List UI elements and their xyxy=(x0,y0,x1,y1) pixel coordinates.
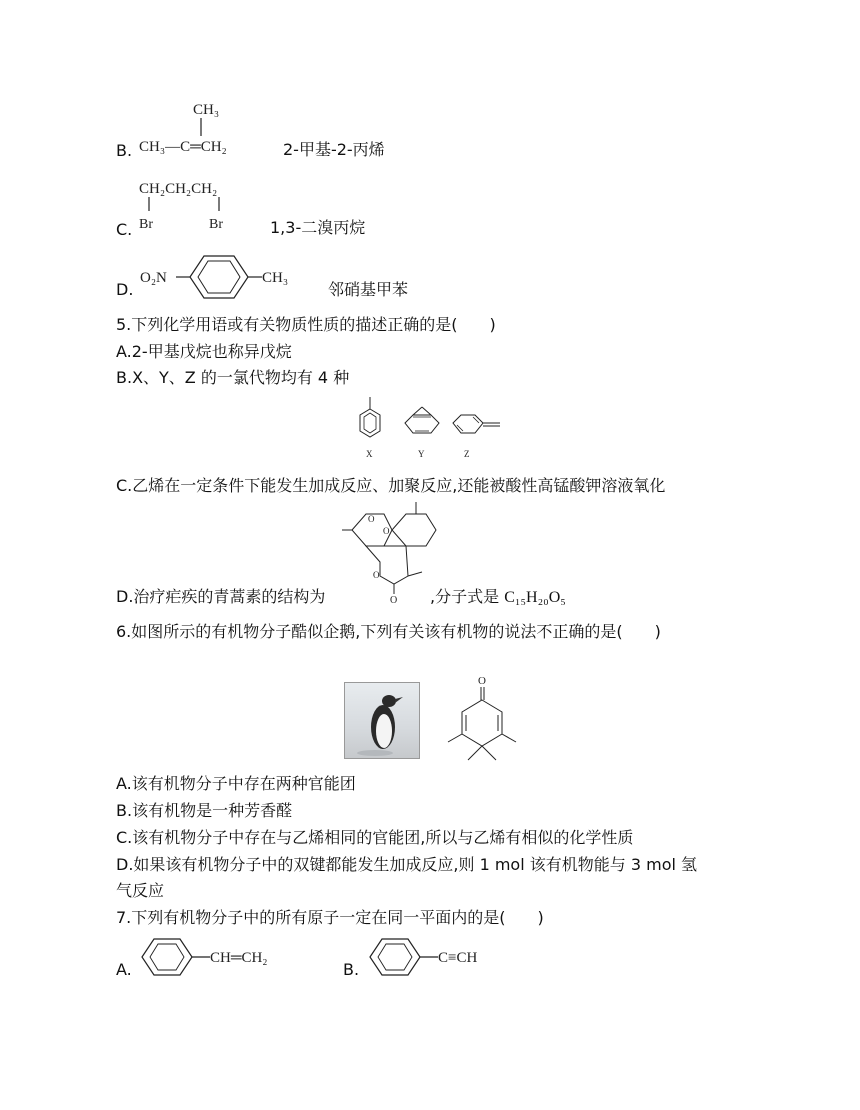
q5-stem: 5.下列化学用语或有关物质性质的描述正确的是( ) xyxy=(116,315,496,334)
nitro-group: O₂N xyxy=(140,270,167,286)
q5-xyz-structures xyxy=(345,395,515,465)
b-main-chain: CH₃—C═CH₂ xyxy=(139,139,227,155)
q7-option-a-letter: A. xyxy=(116,960,132,979)
penguin-photo xyxy=(344,682,420,759)
q6-option-d-line1: D.如果该有机物分子中的双键都能发生加成反应,则 1 mol 该有机物能与 3 mol 氢 xyxy=(116,855,698,874)
q6-option-a: A.该有机物分子中存在两种官能团 xyxy=(116,774,356,793)
q4-option-b-structure xyxy=(135,96,265,160)
q5-option-d-prefix: D.治疗疟疾的青蒿素的结构为 xyxy=(116,587,326,606)
q7-stem: 7.下列有机物分子中的所有原子一定在同一平面内的是( ) xyxy=(116,908,544,927)
q4-option-d-structure xyxy=(138,252,308,302)
z-label: Z xyxy=(464,449,470,459)
q5-option-c: C.乙烯在一定条件下能发生加成反应、加聚反应,还能被酸性高锰酸钾溶液氧化 xyxy=(116,476,666,495)
ketone-o: O xyxy=(478,675,486,687)
q5-option-d-suffix-line xyxy=(430,587,566,608)
x-label: X xyxy=(366,449,373,459)
isophorone-like-structure xyxy=(440,672,530,767)
q4-option-c-letter: C. xyxy=(116,220,133,239)
artemisinin-carbonyl-o: O xyxy=(390,595,398,604)
q6-stem: 6.如图所示的有机物分子酷似企鹅,下列有关该有机物的说法不正确的是( ) xyxy=(116,622,661,641)
br-right: Br xyxy=(209,217,223,232)
q5-option-a: A.2-甲基戊烷也称异戊烷 xyxy=(116,342,292,361)
q4-option-d-name: 邻硝基甲苯 xyxy=(328,280,409,299)
ch3-branch: CH₃ xyxy=(193,102,220,118)
q4-option-d-letter: D. xyxy=(116,280,134,299)
vinyl-group: CH═CH₂ xyxy=(210,950,268,966)
q5-option-d-formula: C₁₅H₂₀O₅ xyxy=(504,589,566,606)
br-left: Br xyxy=(139,217,153,232)
svg-text:O: O xyxy=(383,526,390,536)
q4-option-b-letter: B. xyxy=(116,141,133,160)
styrene-structure xyxy=(138,935,298,979)
q4-option-c-name: 1,3-二溴丙烷 xyxy=(270,218,366,237)
q4-option-c-structure xyxy=(135,175,255,235)
y-label: Y xyxy=(418,449,425,459)
q6-option-c: C.该有机物分子中存在与乙烯相同的官能团,所以与乙烯有相似的化学性质 xyxy=(116,828,634,847)
q5-option-b: B.X、Y、Z 的一氯代物均有 4 种 xyxy=(116,368,350,387)
penguin-icon xyxy=(345,683,419,758)
ch3-methyl: CH₃ xyxy=(262,270,289,286)
svg-text:O: O xyxy=(373,570,380,580)
q6-option-b: B.该有机物是一种芳香醛 xyxy=(116,801,293,820)
phenylacetylene-structure xyxy=(366,935,506,979)
q5-option-d-suffix: ,分子式是 xyxy=(430,587,505,606)
q4-option-b-name: 2-甲基-2-丙烯 xyxy=(283,140,385,159)
c-chain: CH₂CH₂CH₂ xyxy=(139,181,218,197)
q7-option-b-letter: B. xyxy=(343,960,360,979)
q6-option-d-line2: 气反应 xyxy=(116,881,165,900)
alkyne-group: C≡CH xyxy=(438,950,478,966)
svg-text:O: O xyxy=(368,514,375,524)
